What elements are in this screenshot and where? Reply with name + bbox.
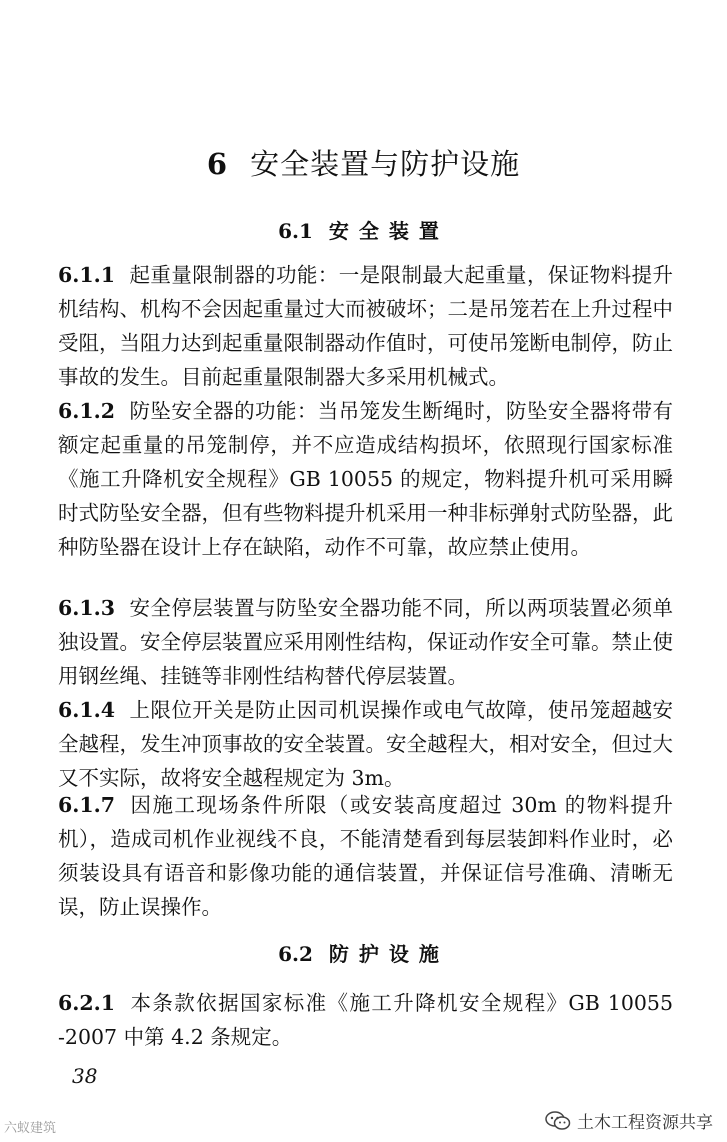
chapter-title [0,142,727,183]
section-title-text: 安全装置 [328,219,449,243]
section-number: 6.1 [278,219,313,243]
clause-text: 上限位开关是防止因司机误操作或电气故障，使吊笼超越安全越程，发生冲顶事故的安全装置。安全越程大，相对安全，但过大又不实际，故将安全越程规定为 3m。 [58,698,673,790]
section-title-text: 防护设施 [328,942,449,966]
clause-number: 6.1.2 [58,399,116,423]
clause-number: 6.2.1 [58,991,116,1015]
clause-text: 本条款依据国家标准《施工升降机安全规程》GB 10055 -2007 中第 4.2 条规定。 [58,991,673,1049]
wechat-icon [545,1111,571,1131]
watermark-right [545,1108,713,1133]
watermark-left: 六蚁建筑 [4,1121,57,1136]
page-number: 38 [72,1064,98,1088]
clause-number: 6.1.4 [58,698,116,722]
clause-6-2-1 [58,986,673,1054]
clause-text: 起重量限制器的功能：一是限制最大起重量，保证物料提升机结构、机构不会因起重量过大而被破坏；二是吊笼若在上升过程中受阻，当阻力达到起重量限制器动作值时，可使吊笼断电制停，防止事故的发生。目前起重量限制器大多采用机械式。 [58,263,673,389]
clause-6-1-3 [58,591,673,693]
clause-6-1-7 [58,788,673,924]
chapter-number: 6 [206,147,229,181]
clause-6-1-1 [58,258,673,394]
watermark-right-text: 土木工程资源共享 [577,1113,713,1133]
clause-text: 防坠安全器的功能：当吊笼发生断绳时，防坠安全器将带有额定起重量的吊笼制停，并不应造成结构损坏，依照现行国家标准《施工升降机安全规程》GB 10055 的规定，物料提升机可采用瞬时式防坠安全器，但有些物料提升机采用一种非标弹射式防坠器，此种防坠器在设计上存在缺陷，动作不可靠，故应禁止使用。 [58,399,673,559]
clause-text: 因施工现场条件所限（或安装高度超过 30m 的物料提升机），造成司机作业视线不良，不能清楚看到每层装卸料作业时，必须装设具有语音和影像功能的通信装置，并保证信号准确、清晰无误，防止误操作。 [58,793,673,919]
clause-text: 安全停层装置与防坠安全器功能不同，所以两项装置必须单独设置。安全停层装置应采用刚性结构，保证动作安全可靠。禁止使用钢丝绳、挂链等非刚性结构替代停层装置。 [58,596,673,688]
clause-number: 6.1.7 [58,793,116,817]
clause-6-1-2 [58,394,673,564]
section-heading-6-1 [0,215,727,244]
clause-number: 6.1.3 [58,596,116,620]
section-heading-6-2 [0,938,727,967]
chapter-title-text: 安全装置与防护设施 [250,147,521,181]
clause-number: 6.1.1 [58,263,116,287]
section-number: 6.2 [278,942,313,966]
clause-6-1-4 [58,693,673,795]
